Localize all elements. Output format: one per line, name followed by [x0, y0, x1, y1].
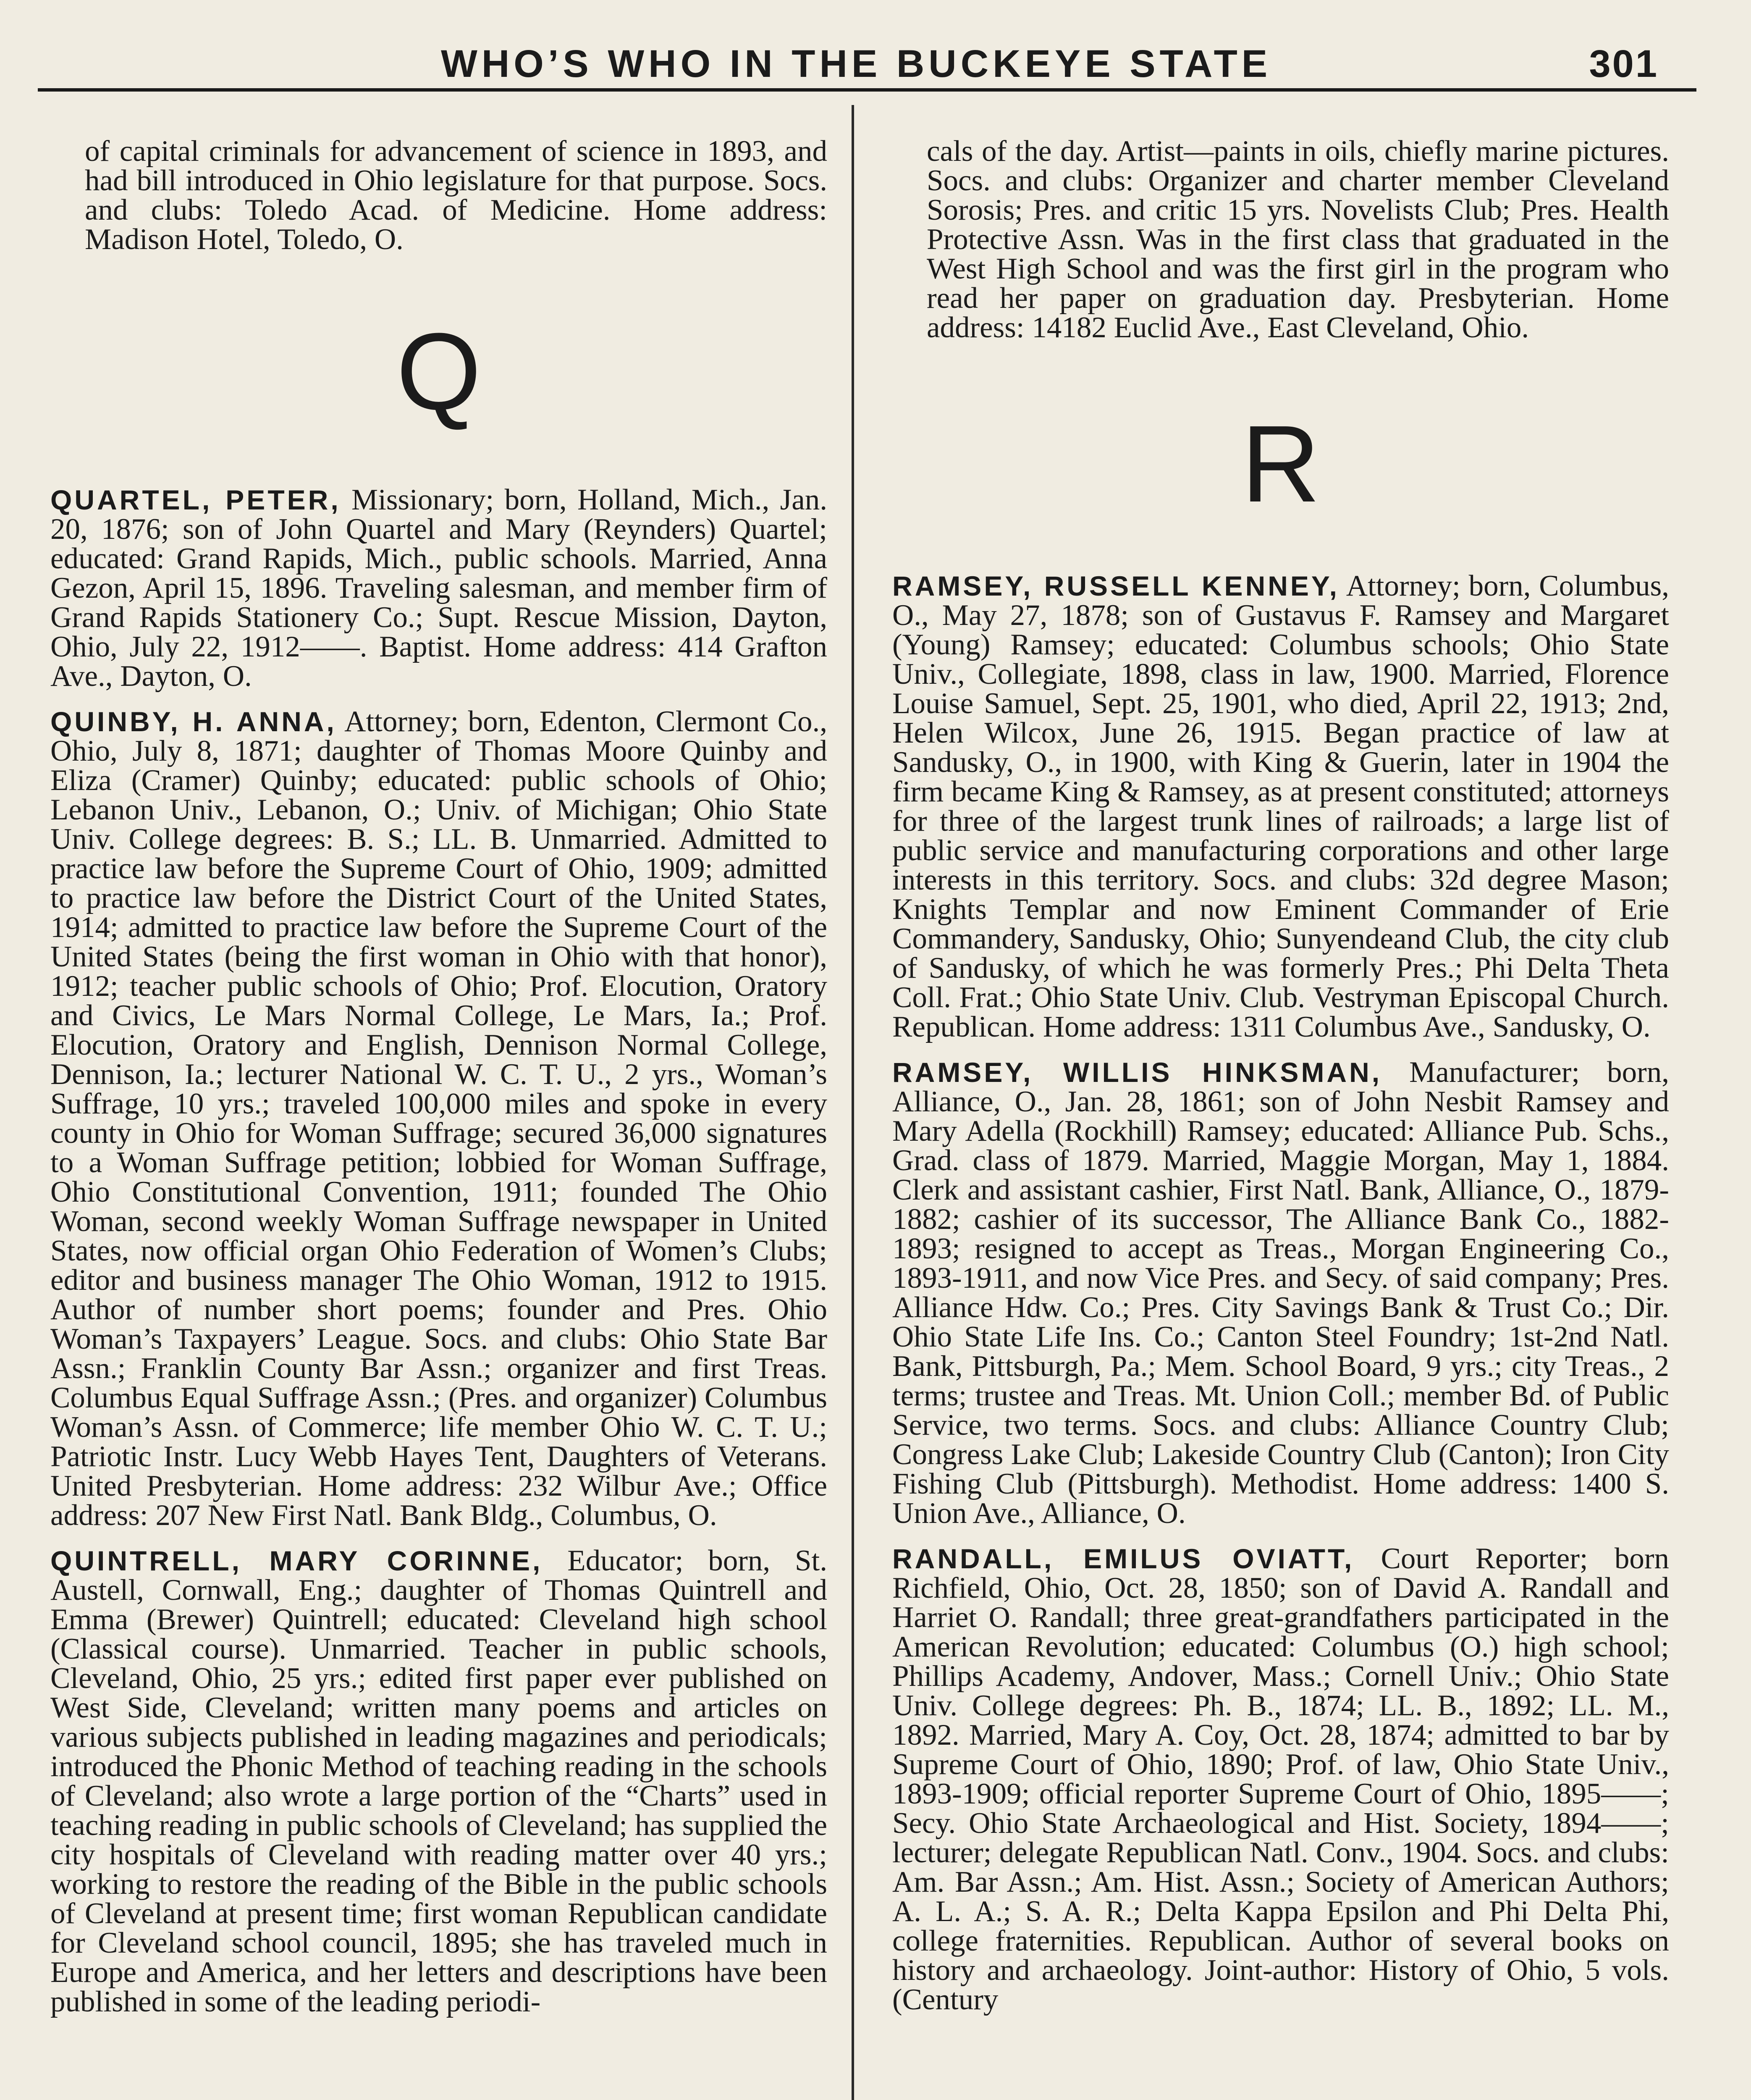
- entry-text: Attorney; born, Edenton, Clermont Co., Ohio, July 8, 1871; daughter of Thomas Moore Quinby and Eliza (Cramer) Quinby; educated: public schools of Ohio; Lebanon Univ., Lebanon, O.; Univ. of Michigan; Ohio State Univ. College degrees: B. S.; LL. B. Unmarried. Admitted to practice law before the Supreme Court of Ohio, 1909; admitted to practice law before the District Court of the United States, 1914; admitted to practice law before the Supreme Court of the United States (being the first woman in Ohio with that honor), 1912; teacher public schools of Ohio; Prof. Elocution, Oratory and Civics, Le Mars Normal College, Le Mars, Ia.; Prof. Elocution, Oratory and English, Dennison Normal College, Dennison, Ia.; lecturer National W. C. T. U., 2 yrs., Woman’s Suffrage, 10 yrs.; traveled 100,000 miles and spoke in every county in Ohio for Woman Suffrage; secured 36,000 signatures to a Woman Suffrage petition; lobbied for Woman Suffrage, Ohio Constitutional Convention, 1911; founded The Ohio Woman, second weekly Woman Suffrage newspaper in United States, now official organ Ohio Federation of Women’s Clubs; editor and business manager The Ohio Woman, 1912 to 1915. Author of number short poems; founder and Pres. Ohio Woman’s Taxpayers’ League. Socs. and clubs: Ohio State Bar Assn.; Franklin County Bar Assn.; organizer and first Treas. Columbus Equal Suffrage Assn.; (Pres. and organizer) Columbus Woman’s Assn. of Commerce; life member Ohio W. C. T. U.; Patriotic Instr. Lucy Webb Hayes Tent, Daughters of Veterans. United Presbyterian. Home address: 232 Wilbur Ave.; Office address: 207 New First Natl. Bank Bldg., Columbus, O.: [50, 705, 827, 1532]
- page-number: 301: [1589, 42, 1659, 85]
- entry-name: QUARTEL, PETER,: [50, 484, 341, 515]
- left-column: [50, 136, 827, 2032]
- biography-entry: [50, 707, 827, 1530]
- continued-entry-text: cals of the day. Artist—paints in oils, chiefly marine pictures. Socs. and clubs: Organizer and charter member Cleveland Sorosis; Pres. and critic 15 yrs. Novelists Club; Pres. Health Protective Assn. Was in the first class that graduated in the West High School and was the first girl in the program who read her paper on graduation day. Presbyterian. Home address: 14182 Euclid Ave., East Cleveland, Ohio.: [927, 135, 1669, 344]
- biography-entry: [892, 571, 1669, 1042]
- right-column: [892, 136, 1669, 2030]
- biography-entry: [892, 1058, 1669, 1528]
- entry-name: QUINTRELL, MARY CORINNE,: [50, 1545, 543, 1576]
- entry-name: QUINBY, H. ANNA,: [50, 706, 337, 737]
- section-letter-q: Q: [396, 311, 482, 433]
- entry-text: Court Reporter; born Richfield, Ohio, Oct. 28, 1850; son of David A. Randall and Harriet O. Randall; three great-grandfathers participated in the American Revolution; educated: Columbus (O.) high school; Phillips Academy, Andover, Mass.; Cornell Univ.; Ohio State Univ. College degrees: Ph. B., 1874; LL. B., 1892; LL. M., 1892. Married, Mary A. Coy, Oct. 28, 1874; admitted to bar by Supreme Court of Ohio, 1890; Prof. of law, Ohio State Univ., 1893-1909; official reporter Supreme Court of Ohio, 1895——; Secy. Ohio State Archaeological and Hist. Society, 1894——; lecturer; delegate Republican Natl. Conv., 1904. Socs. and clubs: Am. Bar Assn.; Am. Hist. Assn.; Society of American Authors; A. L. A.; S. A. R.; Delta Kappa Epsilon and Phi Delta Phi, college fraternities. Republican. Author of several books on history and archaeology. Joint-author: History of Ohio, 5 vols. (Century: [892, 1542, 1669, 2016]
- running-title: WHO’S WHO IN THE BUCKEYE STATE: [441, 42, 1272, 85]
- column-divider: [852, 105, 854, 2100]
- entry-name: RAMSEY, WILLIS HINKSMAN,: [892, 1057, 1382, 1088]
- header-rule: [38, 88, 1696, 92]
- section-letter-r: R: [1241, 403, 1320, 525]
- biography-entry: [50, 485, 827, 691]
- entry-name: RANDALL, EMILUS OVIATT,: [892, 1543, 1355, 1574]
- continued-entry-text: of capital criminals for advancement of science in 1893, and had bill introduced in Ohio legislature for that purpose. Socs. and clubs: Toledo Acad. of Medicine. Home address: Madison Hotel, Toledo, O.: [85, 135, 827, 256]
- entry-name: RAMSEY, RUSSELL KENNEY,: [892, 570, 1339, 601]
- running-header: [0, 25, 1751, 84]
- entry-text: Manufacturer; born, Alliance, O., Jan. 28, 1861; son of John Nesbit Ramsey and Mary Adella (Rockhill) Ramsey; educated: Alliance Pub. Schs., Grad. class of 1879. Married, Maggie Morgan, May 1, 1884. Clerk and assistant cashier, First Natl. Bank, Alliance, O., 1879-1882; cashier of its successor, The Alliance Bank Co., 1882-1893; resigned to accept as Treas., Morgan Engineering Co., 1893-1911, and now Vice Pres. and Secy. of said company; Pres. Alliance Hdw. Co.; Pres. City Savings Bank & Trust Co.; Dir. Ohio State Life Ins. Co.; Canton Steel Foundry; 1st-2nd Natl. Bank, Pittsburgh, Pa.; Mem. School Board, 9 yrs.; city Treas., 2 terms; trustee and Treas. Mt. Union Coll.; member Bd. of Public Service, two terms. Socs. and clubs: Alliance Country Club; Congress Lake Club; Lakeside Country Club (Canton); Iron City Fishing Club (Pittsburgh). Methodist. Home address: 1400 S. Union Ave., Alliance, O.: [892, 1056, 1669, 1530]
- entry-text: Attorney; born, Columbus, O., May 27, 1878; son of Gustavus F. Ramsey and Margaret (Young) Ramsey; educated: Columbus schools; Ohio State Univ., Collegiate, 1898, class in law, 1900. Married, Florence Louise Samuel, Sept. 25, 1901, who died, April 22, 1913; 2nd, Helen Wilcox, June 26, 1915. Began practice of law at Sandusky, O., in 1900, with King & Guerin, later in 1904 the firm became King & Ramsey, as at present constituted; attorneys for three of the largest trunk lines of railroads; a large list of public service and manufacturing corporations and other large interests in this territory. Socs. and clubs: 32d degree Mason; Knights Templar and now Eminent Commander of Erie Commandery, Sandusky, Ohio; Sunyendeand Club, the city club of Sandusky, of which he was formerly Pres.; Phi Delta Theta Coll. Frat.; Ohio State Univ. Club. Vestryman Episcopal Church. Republican. Home address: 1311 Columbus Ave., Sandusky, O.: [892, 570, 1669, 1043]
- entry-text: Educator; born, St. Austell, Cornwall, Eng.; daughter of Thomas Quintrell and Emma (Brewer) Quintrell; educated: Cleveland high school (Classical course). Unmarried. Teacher in public schools, Cleveland, Ohio, 25 yrs.; edited first paper ever published on West Side, Cleveland; written many poems and articles on various subjects published in leading magazines and periodicals; introduced the Phonic Method of teaching reading in the schools of Cleveland; also wrote a large portion of the “Charts” used in teaching reading in public schools of Cleveland; has supplied the city hospitals of Cleveland with reading matter over 40 yrs.; working to restore the reading of the Bible in the public schools of Cleveland at present time; first woman Republican candidate for Cleveland school council, 1895; she has traveled much in Europe and America, and her letters and descriptions have been published in some of the leading periodi-: [50, 1544, 827, 2018]
- entry-text: Missionary; born, Holland, Mich., Jan. 20, 1876; son of John Quartel and Mary (Reynders) Quartel; educated: Grand Rapids, Mich., public schools. Married, Anna Gezon, April 15, 1896. Traveling salesman, and member firm of Grand Rapids Stationery Co.; Supt. Rescue Mission, Dayton, Ohio, July 22, 1912——. Baptist. Home address: 414 Grafton Ave., Dayton, O.: [50, 483, 827, 693]
- biography-entry: [892, 1544, 1669, 2014]
- biography-entry: [50, 1546, 827, 2016]
